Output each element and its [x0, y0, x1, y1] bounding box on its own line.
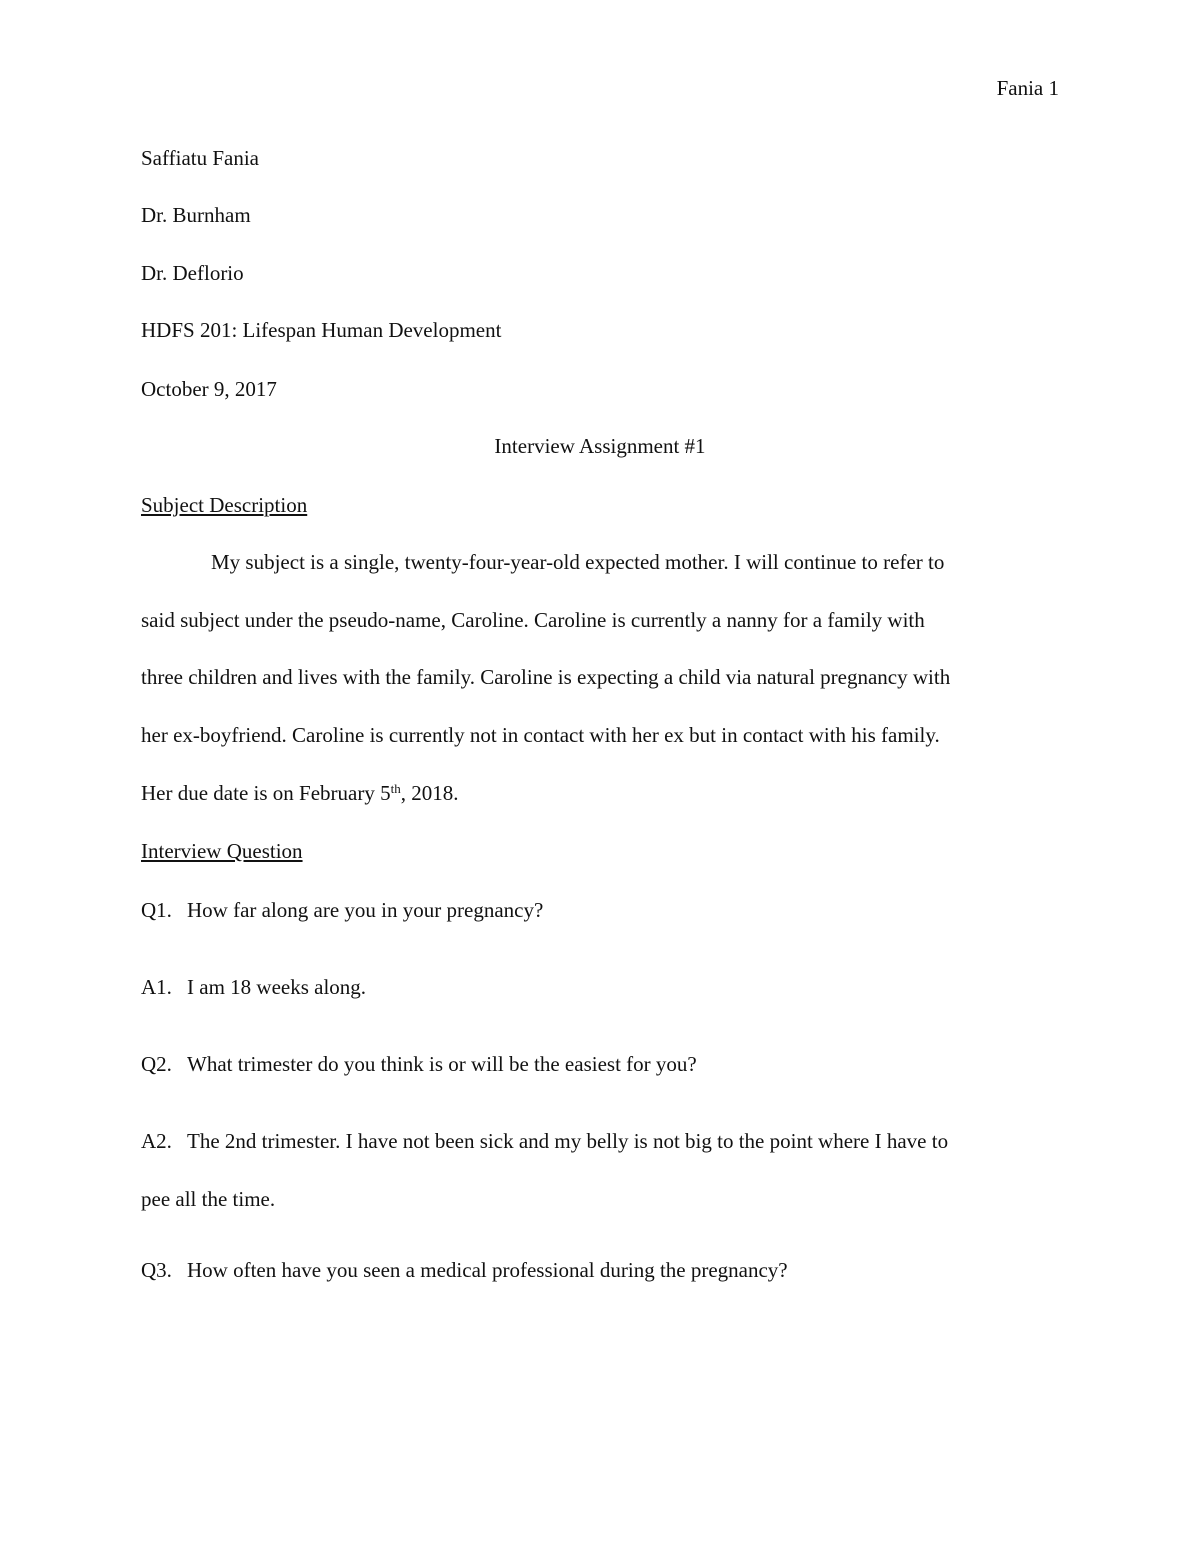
subject-paragraph-line: [141, 779, 458, 807]
subject-heading: Subject Description: [141, 493, 308, 517]
question-label: Q1.: [141, 898, 172, 922]
answer-1: [141, 973, 366, 1001]
answer-label: A2.: [141, 1129, 172, 1153]
instructor-1: Dr. Burnham: [141, 203, 251, 227]
question-3: [141, 1256, 788, 1284]
question-1: [141, 896, 543, 924]
due-date-year: , 2018.: [400, 781, 459, 805]
answer-2: [141, 1127, 948, 1155]
running-head: Fania 1: [996, 76, 1059, 100]
answer-text: The 2nd trimester. I have not been sick and my belly is not big to the point where I have to: [187, 1129, 949, 1153]
instructor-2: Dr. Deflorio: [141, 261, 244, 285]
subject-paragraph-line: three children and lives with the family. Caroline is expecting a child via natural pregnancy with: [141, 665, 951, 689]
question-label: Q2.: [141, 1052, 172, 1076]
due-date-text: Her due date is on February 5: [141, 781, 391, 805]
question-label: Q3.: [141, 1258, 172, 1282]
ordinal-suffix: th: [390, 781, 401, 796]
subject-paragraph-line: said subject under the pseudo-name, Caroline. Caroline is currently a nanny for a family with: [141, 608, 925, 632]
answer-text: I am 18 weeks along.: [187, 975, 367, 999]
interview-heading: Interview Question: [141, 839, 303, 863]
subject-paragraph-line: her ex-boyfriend. Caroline is currently not in contact with her ex but in contact with his family.: [141, 723, 940, 747]
page-title: Interview Assignment #1: [494, 434, 706, 458]
course-name: HDFS 201: Lifespan Human Development: [141, 318, 502, 342]
question-text: How far along are you in your pregnancy?: [187, 898, 544, 922]
question-text: How often have you seen a medical professional during the pregnancy?: [187, 1258, 788, 1282]
author-name: Saffiatu Fania: [141, 146, 260, 170]
subject-paragraph-line: My subject is a single, twenty-four-year-old expected mother. I will continue to refer to: [211, 550, 945, 574]
answer-2-continued: pee all the time.: [141, 1187, 276, 1211]
question-2: [141, 1050, 697, 1078]
answer-label: A1.: [141, 975, 172, 999]
date: October 9, 2017: [141, 377, 277, 401]
question-text: What trimester do you think is or will be the easiest for you?: [187, 1052, 697, 1076]
